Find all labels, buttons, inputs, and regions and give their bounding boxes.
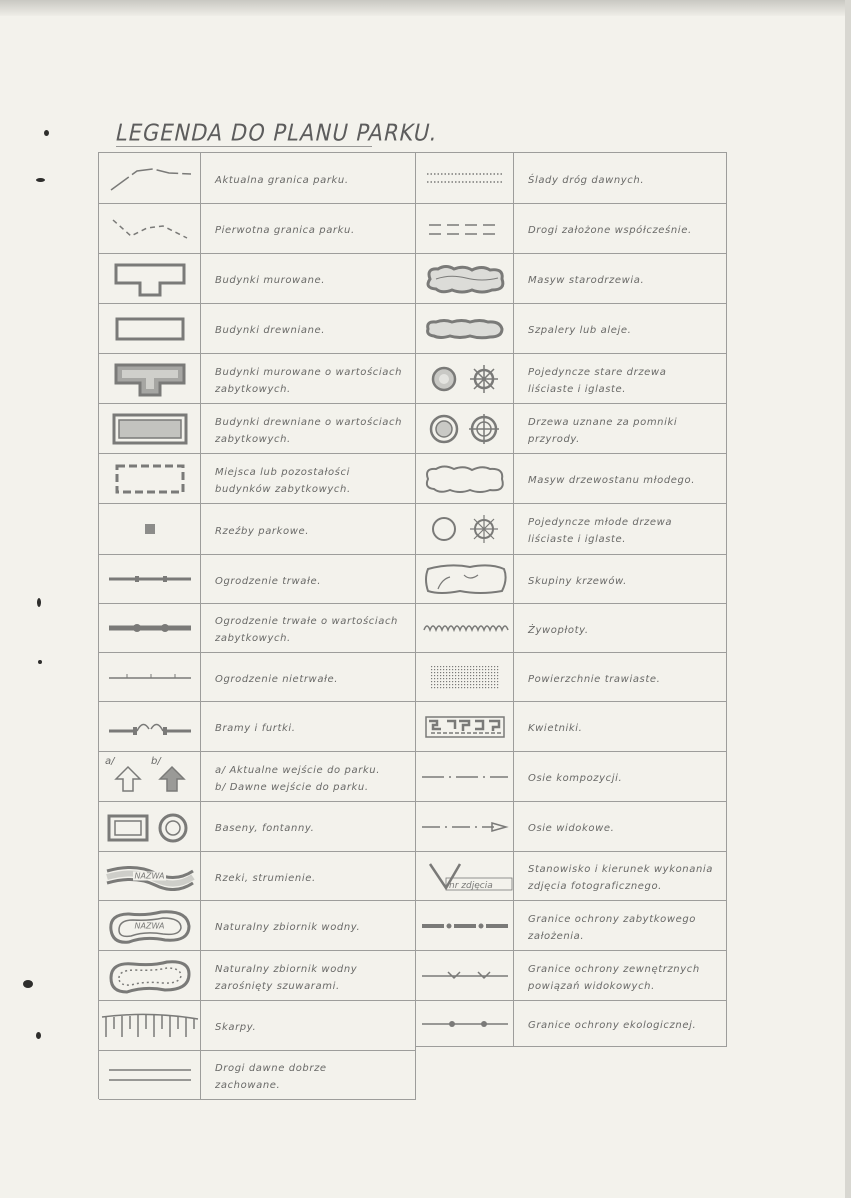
- modern-road-icon: [416, 204, 514, 253]
- legend-row: [416, 254, 727, 304]
- heritage-protection-boundary-icon: [416, 901, 514, 950]
- legend-row: [416, 304, 727, 354]
- legend-label: Skarpy.: [215, 1022, 257, 1033]
- legend-label: Żywopłoty.: [528, 624, 589, 636]
- temporary-fence-icon: [99, 653, 201, 701]
- legend-table-left: [98, 152, 416, 1099]
- legend-label: Skupiny krzewów.: [528, 575, 627, 587]
- legend-row: [99, 604, 416, 653]
- legend-row: [99, 951, 416, 1001]
- permanent-fence-icon: [99, 555, 201, 603]
- historic-fence-icon: [99, 604, 201, 652]
- legend-row: [416, 153, 727, 204]
- single-old-trees-icon: [416, 354, 514, 403]
- legend-row: [99, 653, 416, 702]
- legend-row: [416, 802, 727, 852]
- legend-label: Rzeźby parkowe.: [215, 525, 310, 537]
- legend-title: LEGENDA DO PLANU PARKU.: [113, 119, 441, 147]
- scan-speck: [36, 1032, 41, 1039]
- ecological-protection-boundary-icon: [416, 1001, 514, 1046]
- legend-label: Granice ochrony zewnętrznych powiązań widokowych.: [528, 963, 700, 992]
- legend-row: [99, 802, 416, 852]
- legend-label: Osie kompozycji.: [528, 773, 623, 784]
- shrub-group-icon: [416, 555, 514, 603]
- legend-row: [99, 901, 416, 951]
- gate-icon: [99, 702, 201, 751]
- legend-label: Miejsca lub pozostałości budynków zabytkowych.: [215, 466, 351, 495]
- tree-row-icon: [416, 304, 514, 353]
- scan-speck: [23, 980, 33, 988]
- view-protection-boundary-icon: [416, 951, 514, 1000]
- legend-label: Powierzchnie trawiaste.: [528, 673, 661, 685]
- young-tree-stand-icon: [416, 454, 514, 503]
- legend-label: Ogrodzenie nietrwałe.: [215, 673, 339, 685]
- legend-row: [99, 852, 416, 901]
- scan-top-edge: [0, 0, 851, 16]
- old-road-traces-icon: [416, 153, 514, 203]
- old-road-icon: [99, 1051, 201, 1099]
- legend-row: [99, 454, 416, 504]
- brick-building-icon: [99, 254, 201, 303]
- legend-label: Granice ochrony ekologicznej.: [528, 1020, 697, 1031]
- current-boundary-line-icon: [99, 153, 201, 203]
- legend-label: Osie widokowe.: [528, 823, 615, 834]
- legend-label: Stanowisko i kierunek wykonania zdjęcia fotograficznego.: [528, 864, 714, 892]
- escarpment-icon: [99, 1001, 201, 1050]
- sculpture-icon: [99, 504, 201, 554]
- legend-label: Rzeki, strumienie.: [215, 872, 316, 884]
- legend-row: [416, 653, 727, 702]
- legend-label: Aktualna granica parku.: [215, 174, 349, 186]
- legend-row: [416, 555, 727, 604]
- scan-speck: [37, 598, 41, 607]
- legend-label: Budynki drewniane.: [215, 325, 326, 336]
- svg-text:nr zdjęcia: nr zdjęcia: [449, 881, 493, 891]
- entrance-arrows-icon: [99, 752, 201, 801]
- legend-row: [99, 752, 416, 802]
- legend-row: [416, 852, 727, 901]
- legend-row: [416, 951, 727, 1001]
- legend-row: [416, 702, 727, 752]
- legend-row: [416, 504, 727, 555]
- lawn-icon: [416, 653, 514, 701]
- scan-speck: [38, 660, 42, 664]
- symbol-tag: NAZWA: [134, 871, 165, 881]
- legend-row: [416, 901, 727, 951]
- legend-label: Pojedyncze stare drzewa liściaste i iglaste.: [528, 366, 667, 395]
- original-boundary-line-icon: [99, 204, 201, 253]
- legend-label: Pojedyncze młode drzewa liściaste i iglaste.: [528, 517, 673, 545]
- legend-row: [416, 752, 727, 802]
- legend-row: [416, 404, 727, 454]
- hedge-icon: [416, 604, 514, 652]
- pool-fountain-icon: [99, 802, 201, 851]
- old-tree-stand-icon: [416, 254, 514, 303]
- legend-row: [416, 1001, 727, 1047]
- legend-row: [99, 153, 416, 204]
- legend-label: Kwietniki.: [528, 723, 583, 734]
- legend-label: Ślady dróg dawnych.: [528, 174, 645, 186]
- legend-row: [99, 702, 416, 752]
- legend-row: [99, 304, 416, 354]
- legend-row: [99, 504, 416, 555]
- legend-label: Pierwotna granica parku.: [215, 225, 355, 236]
- legend-label: Drzewa uznane za pomniki przyrody.: [528, 416, 678, 445]
- legend-row: [99, 204, 416, 254]
- legend-label: Granice ochrony zabytkowego założenia.: [528, 913, 697, 942]
- overgrown-pond-icon: [99, 951, 201, 1000]
- photo-point-icon: [416, 852, 514, 900]
- legend-row: [99, 404, 416, 454]
- legend-table-right: [415, 152, 727, 1048]
- legend-label: Drogi założone współcześnie.: [528, 225, 692, 236]
- flowerbed-icon: [416, 702, 514, 751]
- legend-label: Naturalny zbiornik wodny.: [215, 922, 361, 933]
- legend-row: [99, 555, 416, 604]
- entrance-label-b: b/: [151, 756, 161, 767]
- legend-row: [99, 254, 416, 304]
- scan-speck: [44, 130, 49, 136]
- view-axis-icon: [416, 802, 514, 851]
- legend-label: Bramy i furtki.: [215, 723, 296, 734]
- legend-label: Masyw drzewostanu młodego.: [528, 475, 695, 486]
- legend-row: [99, 1001, 416, 1051]
- legend-label: Ogrodzenie trwałe o wartościach zabytkowych.: [215, 616, 398, 644]
- scan-speck: [36, 178, 45, 182]
- composition-axis-icon: [416, 752, 514, 801]
- wooden-building-icon: [99, 304, 201, 353]
- legend-label: Ogrodzenie trwałe.: [215, 575, 321, 587]
- legend-label: Baseny, fontanny.: [215, 823, 315, 834]
- legend-row: [99, 354, 416, 404]
- natural-pond-icon: [99, 901, 201, 950]
- legend-row: [416, 604, 727, 653]
- legend-row: [416, 454, 727, 504]
- legend-label: Masyw starodrzewia.: [528, 275, 645, 286]
- single-young-trees-icon: [416, 504, 514, 554]
- legend-label: Drogi dawne dobrze zachowane.: [215, 1063, 327, 1091]
- monument-trees-icon: [416, 404, 514, 453]
- historic-brick-building-icon: [99, 354, 201, 403]
- legend-row: [99, 1051, 416, 1100]
- river-icon: [99, 852, 201, 900]
- legend-label: Budynki murowane.: [215, 275, 326, 286]
- legend-label: Budynki drewniane o wartościach zabytkowych.: [215, 416, 403, 445]
- entrance-label-a: a/: [105, 756, 115, 767]
- legend-row: [416, 204, 727, 254]
- title-underline: [116, 146, 372, 147]
- building-remains-icon: [99, 454, 201, 503]
- historic-wooden-building-icon: [99, 404, 201, 453]
- symbol-tag: NAZWA: [134, 921, 165, 930]
- legend-label: Naturalny zbiornik wodny zarośnięty szuwarami.: [215, 963, 358, 992]
- legend-label: Szpalery lub aleje.: [528, 325, 632, 336]
- legend-row: [416, 354, 727, 404]
- scan-right-edge: [845, 0, 851, 1198]
- legend-label: Budynki murowane o wartościach zabytkowych.: [215, 366, 403, 395]
- legend-label: a/ Aktualne wejście do parku. b/ Dawne wejście do parku.: [215, 764, 381, 793]
